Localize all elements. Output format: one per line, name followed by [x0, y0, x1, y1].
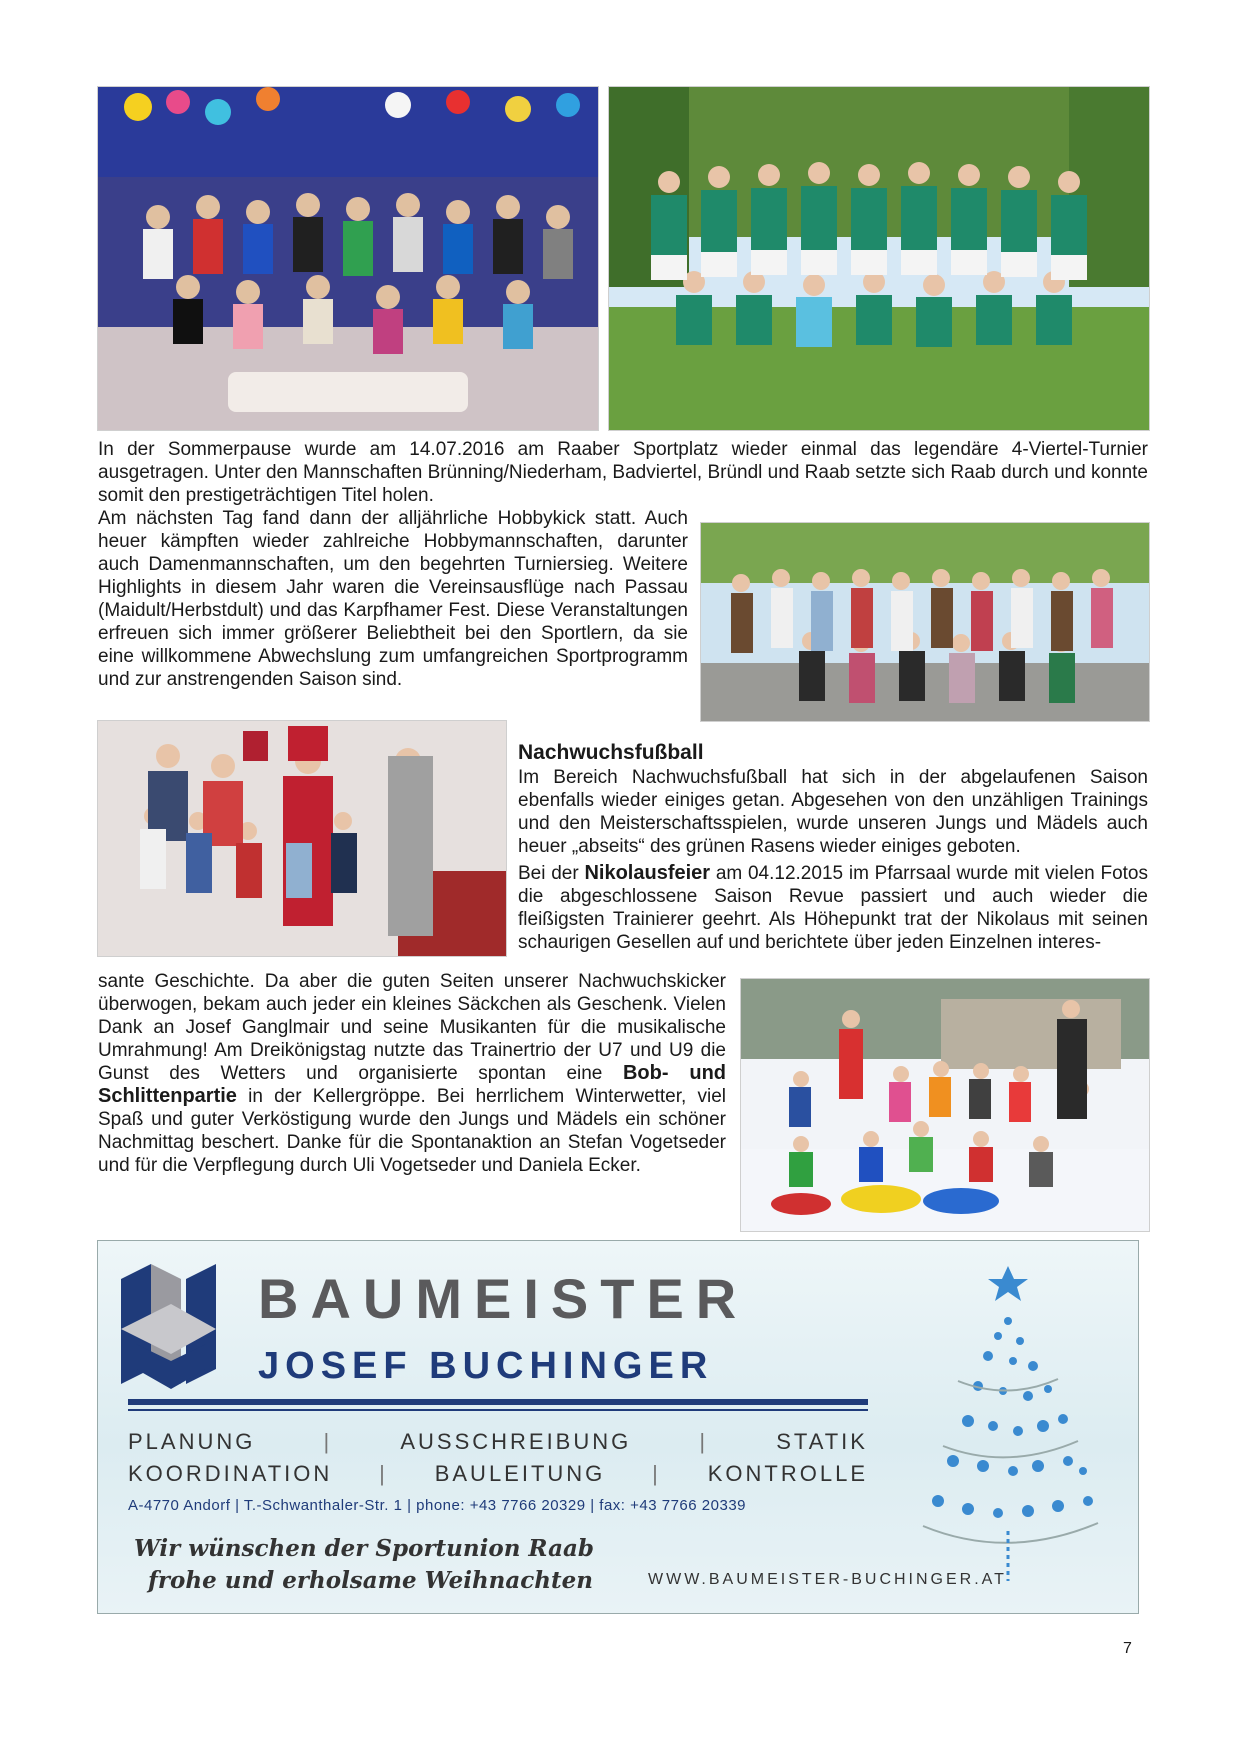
schlittenpartie-highlight: Bob- und Schlittenpartie	[98, 1062, 727, 1107]
team-photo	[608, 86, 1150, 431]
nikolausfeier-highlight: Nikolausfeier	[584, 862, 711, 884]
page-number: 7	[1123, 1640, 1132, 1657]
services-list	[128, 1429, 868, 1493]
brand-title: BAUMEISTER	[258, 1267, 749, 1330]
youth-section	[518, 740, 1148, 954]
youth-text-2	[518, 862, 1148, 954]
youth-text-3-start: sante Geschichte. Da aber die guten Seiten unserer Nachwuchskicker überwogen, bekam auch jeder ein kleines Säckchen als Geschenk. Vielen Dank an Josef Ganglmair und seine Musikanten für die musikalische Umrahmung! Am Dreikönigstag nutzte das Trainertrio der U7 und U9 die Gunst des Wetters und organisierte spontan eine	[98, 971, 726, 1084]
service-planung: PLANUNG	[128, 1429, 256, 1454]
logo-icon	[116, 1259, 226, 1399]
youth-continuation	[98, 970, 726, 1177]
sledding-photo	[740, 978, 1150, 1232]
service-koordination: KOORDINATION	[128, 1461, 333, 1486]
christmas-tree-icon	[898, 1261, 1118, 1591]
intro-paragraph-1	[98, 438, 1148, 507]
intro-text-2: Am nächsten Tag fand dann der alljährliche Hobbykick statt. Auch heuer kämpften wieder zahlreiche Hobbymannschaften, darunter auch Damenmannschaften, um den begehrten Turniersieg. Weitere Highlights in diesem Jahr waren die Vereinsausflüge nach Passau (Maidult/Herbstdult) und das Karpfhamer Fest. Diese Veranstaltungen erfreuen sich immer größerer Beliebtheit bei den Sportlern, da sie eine willkommene Abwechslung zum umfangreichen Sportprogramm und zur anstrengenden Saison sind.	[98, 508, 688, 690]
service-bauleitung: BAULEITUNG	[434, 1461, 606, 1486]
nikolaus-photo	[97, 720, 507, 957]
youth-text-3-end: in der Kellergröppe. Bei herrlichem Winterwetter, viel Spaß und guter Verköstigung wurde den Jungs und Mädels ein schöner Nachmittag beschert. Danke für die Spontanaktion an Stefan Vogetseder und für die Verpflegung durch Uli Vogetseder und Daniela Ecker.	[98, 1086, 726, 1176]
service-statik: STATIK	[776, 1429, 868, 1454]
party-photo	[97, 86, 599, 431]
service-separator: |	[699, 1429, 709, 1454]
service-separator: |	[323, 1429, 333, 1454]
company-name: JOSEF BUCHINGER	[258, 1345, 714, 1387]
contact-address: A-4770 Andorf | T.-Schwanthaler-Str. 1 | phone: +43 7766 20329 | fax: +43 7766 20339	[128, 1497, 746, 1514]
website-url: WWW.BAUMEISTER-BUCHINGER.AT	[648, 1571, 1007, 1588]
intro-paragraph-2	[98, 507, 688, 691]
divider-thin	[128, 1409, 868, 1411]
service-kontrolle: KONTROLLE	[707, 1461, 868, 1486]
youth-text-2-start: Bei der	[518, 863, 579, 884]
hobbykick-photo	[700, 522, 1150, 722]
youth-heading: Nachwuchsfußball	[518, 741, 704, 764]
youth-text-1: Im Bereich Nachwuchsfußball hat sich in der abgelaufenen Saison ebenfalls wieder einiges getan. Abgesehen von den unzähligen Trainings und den Meisterschaftsspielen, wurde unseren Jungs und Mädels auch heuer „abseits“ des grünen Rasens wieder einiges geboten.	[518, 767, 1148, 857]
intro-text-1: In der Sommerpause wurde am 14.07.2016 am Raaber Sportplatz wieder einmal das legendäre 4-Viertel-Turnier ausgetragen. Unter den Mannschaften Brünning/Niederham, Badviertel, Bründl und Raab setzte sich Raab durch und konnte somit den prestigeträchtigen Titel holen.	[98, 439, 1148, 506]
service-separator: |	[652, 1461, 661, 1486]
youth-text-2-rest: am 04.12.2015 im Pfarrsaal wurde mit vielen Fotos die abgeschlossene Saison Revue passiert und auch wieder die fleißigsten Trainierer geehrt. Als Höhepunkt trat der Nikolaus mit seinen schaurigen Gesellen auf und berichtete über jeden Einzelnen interes-	[518, 863, 1148, 953]
wish-line-2: frohe und erholsame Weihnachten	[148, 1567, 594, 1594]
services-row-1	[128, 1429, 868, 1455]
divider	[128, 1399, 868, 1405]
advertisement	[97, 1240, 1139, 1614]
services-row-2	[128, 1461, 868, 1487]
service-separator: |	[379, 1461, 388, 1486]
service-ausschreibung: AUSSCHREIBUNG	[400, 1429, 632, 1454]
youth-text-3	[98, 970, 726, 1177]
christmas-wish	[134, 1533, 594, 1597]
wish-line-1: Wir wünschen der Sportunion Raab	[134, 1535, 594, 1562]
